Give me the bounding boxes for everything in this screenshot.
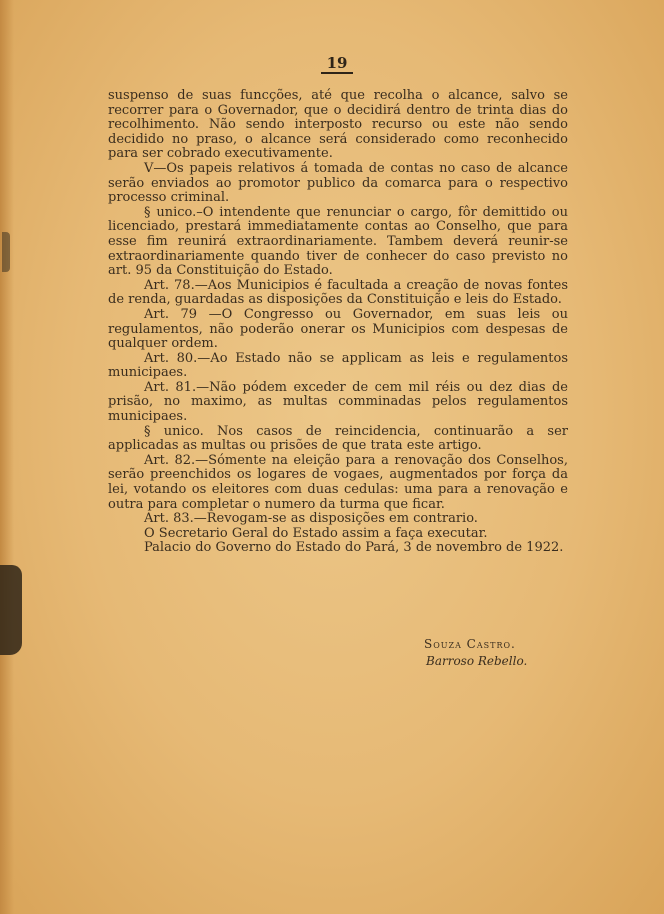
body-text [108,89,568,556]
paragraph: Art. 78.—Aos Municipios é facultada a creação de novas fontes de renda, guardadas as disposições da Constituição e leis do Estado. [108,277,568,308]
binding-stain [0,565,22,655]
paragraph: § unico.–O intendente que renunciar o cargo, fôr demittido ou licenciado, prestará immediatamente contas ao Conselho, que para esse fim reunirá extraordinariamente. Tambem deverá reunir-se extraordinariamente quando tiver de conhecer do caso previsto no art. 95 da Constituição do Estado. [108,204,568,279]
paper-edge-shadow [0,0,14,914]
paragraph: suspenso de suas funcções, até que recolha o alcance, salvo se recorrer para o Governador, que o decidirá dentro de trinta dias do recolhimento. Não sendo interposto recurso ou este não sendo decidido no praso, o alcance será considerado como reconhecido para ser cobrado executivamente. [108,88,568,162]
signature-barroso-rebello: Barroso Rebello. [426,654,528,668]
paragraph: Art. 82.—Sómente na eleição para a renovação dos Conselhos, serão preenchidos os logares de vogaes, augmentados por força da lei, votando os eleitores com duas cedulas: uma para a renovação e outra para completar o numero da turma que ficar. [108,452,568,512]
page-number-text: 19 [321,54,354,74]
paragraph: V—Os papeis relativos á tomada de contas no caso de alcance serão enviados ao promotor publico da comarca para o respectivo processo criminal. [108,160,568,206]
signature-block [424,636,527,670]
paragraph: Art. 81.—Não pódem exceder de cem mil réis ou dez dias de prisão, no maximo, as multas comminadas pelos regulamentos municipaes. [108,379,568,425]
paragraph: § unico. Nos casos de reincidencia, continuarão a ser applicadas as multas ou prisões de que trata este artigo. [108,423,568,454]
page-number [0,54,664,74]
paragraph: Art. 80.—Ao Estado não se applicam as leis e regulamentos municipaes. [108,350,568,381]
signature-souza-castro: Souza Castro. [424,637,516,651]
paragraph: Art. 79 —O Congresso ou Governador, em suas leis ou regulamentos, não poderão onerar os Municipios com despesas de qualquer ordem. [108,306,568,352]
paragraph: Art. 83.—Revogam-se as disposições em contrario. [144,511,478,527]
paragraph: O Secretario Geral do Estado assim a faça executar. [144,525,488,541]
paragraph: Palacio do Governo do Estado do Pará, 3 de novembro de 1922. [144,540,564,556]
margin-mark [2,232,10,272]
